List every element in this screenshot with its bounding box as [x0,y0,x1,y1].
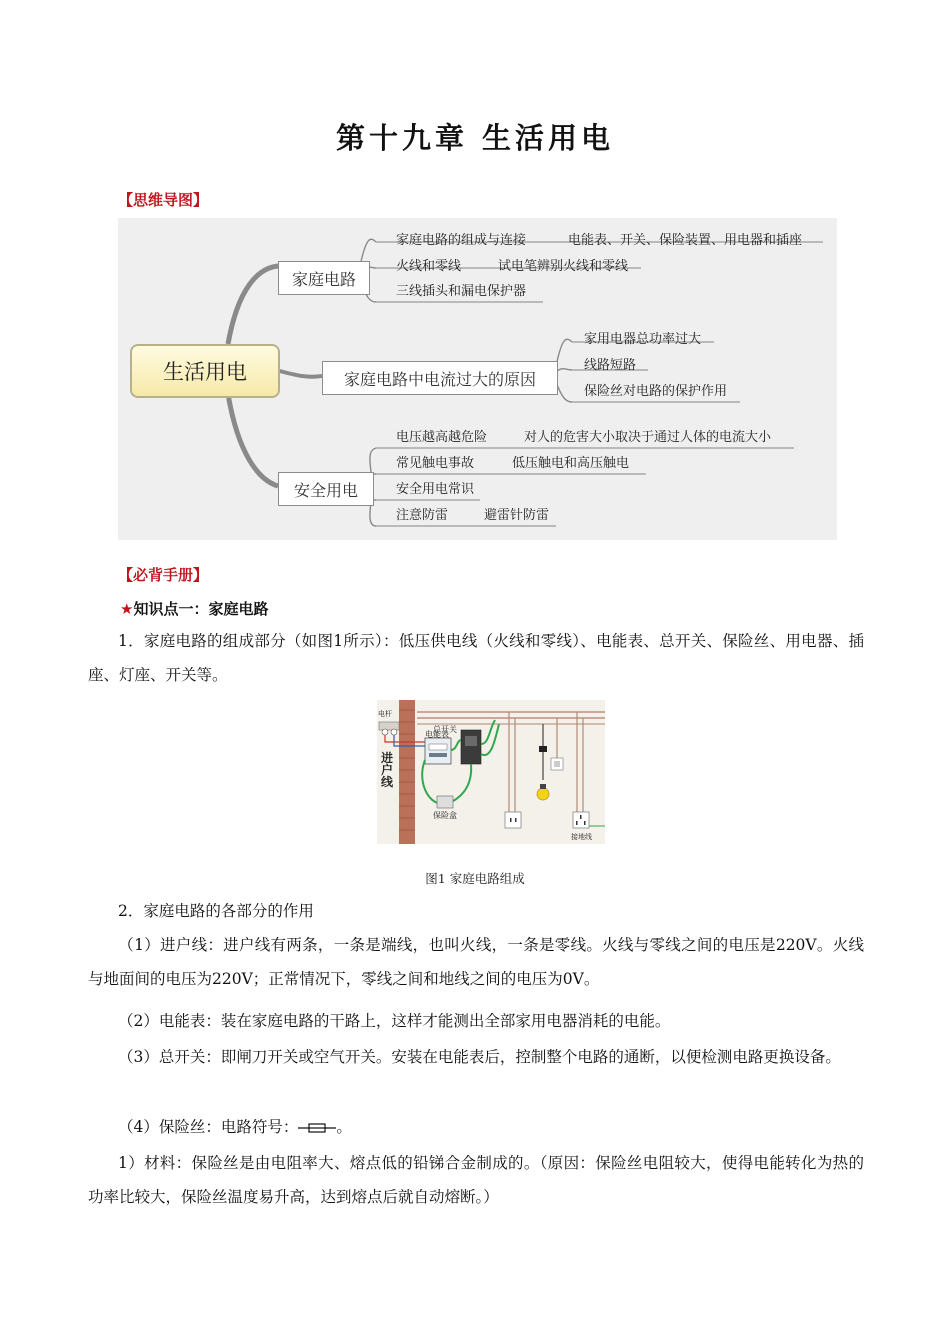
paragraph: （3）总开关：即闸刀开关或空气开关。安装在电能表后，控制整个电路的通断，以便检测电路更换设备。 [118,1048,841,1066]
figure-caption: 图1 家庭电路组成 [425,871,525,886]
fuse-symbol-icon [298,1122,336,1134]
fig-label-ground: 接地线 [571,833,592,841]
mindmap-item: 常见触电事故 [396,456,475,471]
mindmap-item: 注意防雷 [396,508,449,523]
mindmap-item-detail: 对人的危害大小取决于通过人体的电流大小 [524,430,772,445]
fig-label-main-switch: 总开关 [433,725,457,734]
branch-overcurrent-causes: 家庭电路中电流过大的原因 [322,361,558,395]
mindmap-item: 三线插头和漏电保护器 [396,284,527,299]
fig-label-fuse-box: 保险盒 [433,811,457,820]
connector-root-branch3 [228,394,278,486]
paragraph: 1）材料：保险丝是由电阻率大、熔点低的铅锑合金制成的。（原因：保险丝电阻较大，使得电能转化为热的功率比较大，保险丝温度易升高，达到熔点后就自动熔断。） [88,1154,864,1206]
paragraph: （4）保险丝：电路符号： 。 [118,1118,352,1136]
mindmap-heading: 【思维导图】 [118,191,209,209]
branch-home-circuit: 家庭电路 [278,261,370,295]
mindmap-root: 生活用电 [130,344,280,398]
manual-heading: 【必背手册】 [118,566,209,584]
outlet-2pin [505,812,521,828]
connector-root-branch2 [276,370,322,377]
mindmap-item: 家用电器总功率过大 [584,332,702,347]
knowledge-point-heading [120,598,268,619]
mind-map [118,218,837,540]
mindmap-item: 保险丝对电路的保护作用 [584,384,728,399]
star-icon: ★ [120,600,134,618]
brick-wall [399,700,415,844]
meter-box [425,738,451,764]
fuse-box [437,796,453,808]
mindmap-item: 家庭电路的组成与连接 [396,233,527,248]
paragraph: 1．家庭电路的组成部分（如图1所示）：低压供电线（火线和零线）、电能表、总开关、保险丝、用电器、插座、灯座、开关等。 [88,632,864,684]
household-circuit-figure [377,700,605,844]
paragraph: （1）进户线：进户线有两条，一条是端线，也叫火线，一条是零线。火线与零线之间的电压是220V。火线与地面间的电压为220V；正常情况下，零线之间和地线之间的电压为0V。 [88,936,864,988]
knowledge-point-label: 知识点一：家庭电路 [133,600,269,618]
outlet-3pin [573,812,589,828]
fig-label-meter: 电能表 [425,730,449,739]
branch-safe-electricity: 安全用电 [278,472,374,506]
fig-label-pole: 电杆 [378,710,392,718]
mindmap-item: 电压越高越危险 [396,430,488,445]
connector-root-branch1 [228,266,278,344]
mindmap-item-detail: 低压触电和高压触电 [512,456,630,471]
mindmap-item-detail: 电能表、开关、保险装置、用电器和插座 [568,233,803,248]
light-bulb [537,788,549,800]
mindmap-item-detail: 试电笔辨别火线和零线 [498,259,629,274]
paragraph: （2）电能表：装在家庭电路的干路上，这样才能测出全部家用电器消耗的电能。 [118,1012,671,1030]
paragraph: 2．家庭电路的各部分的作用 [118,902,314,920]
chapter-title: 第十九章 生活用电 [335,121,615,155]
mindmap-item: 安全用电常识 [396,482,475,497]
circuit-illustration [377,700,605,844]
mindmap-item: 线路短路 [584,358,637,373]
main-switch [461,730,481,764]
fig-label-entry: 进 户 线 [381,751,394,789]
mindmap-item-detail: 避雷针防雷 [484,508,550,523]
mindmap-item: 火线和零线 [396,259,462,274]
